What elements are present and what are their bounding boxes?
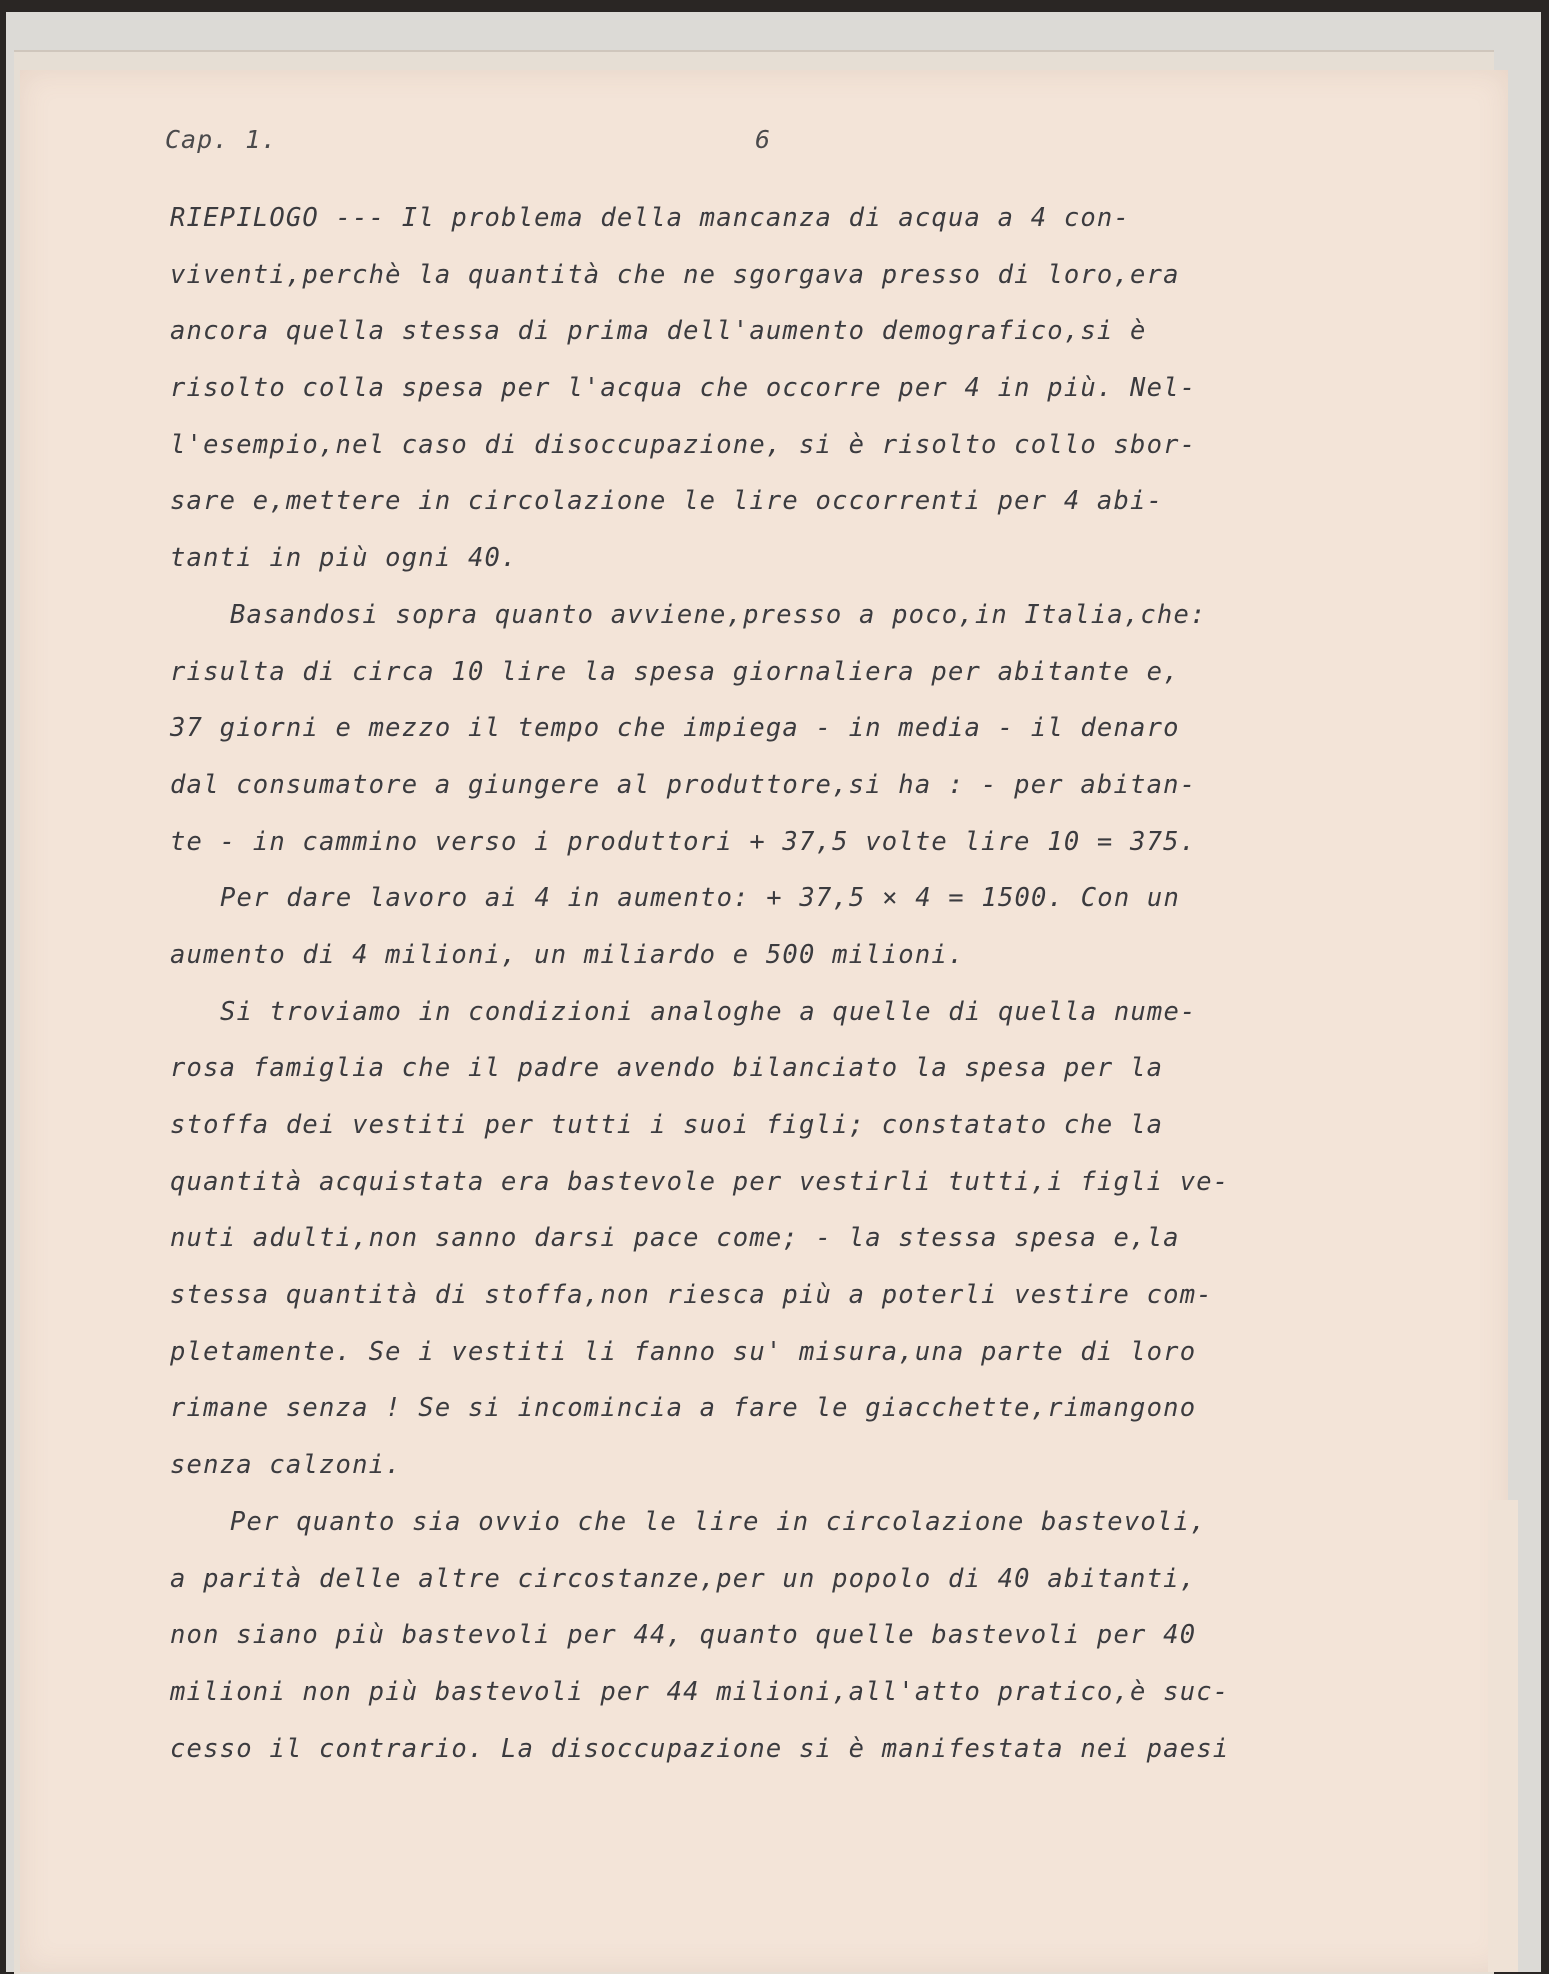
text-line: senza calzoni. xyxy=(170,1450,402,1481)
text-line: non siano più bastevoli per 44, quanto quelle bastevoli per 40 xyxy=(170,1620,1197,1651)
text-line: RIEPILOGO --- Il problema della mancanza di acqua a 4 con- xyxy=(170,203,1131,233)
text-line: stessa quantità di stoffa,non riesca più a poterli vestire com- xyxy=(170,1280,1213,1311)
text-line: risolto colla spesa per l'acqua che occorre per 4 in più. Nel- xyxy=(170,373,1197,404)
text-line: Basandosi sopra quanto avviene,presso a poco,in Italia,che: xyxy=(230,599,1207,630)
text-line: stoffa dei vestiti per tutti i suoi figli; constatato che la xyxy=(170,1110,1164,1140)
text-line: rosa famiglia che il padre avendo bilanciato la spesa per la xyxy=(170,1053,1164,1084)
text-line: cesso il contrario. La disoccupazione si è manifestata nei paesi xyxy=(170,1733,1230,1764)
text-line: ancora quella stessa di prima dell'aumento demografico,si è xyxy=(170,316,1147,347)
page-edge-strip xyxy=(1488,1500,1518,1972)
text-line: Si troviamo in condizioni analoghe a quelle di quella nume- xyxy=(220,996,1197,1027)
text-line: dal consumatore a giungere al produttore,si ha : - per abitan- xyxy=(170,769,1197,800)
text-line: nuti adulti,non sanno darsi pace come; - la stessa spesa e,la xyxy=(170,1223,1180,1254)
text-line: aumento di 4 milioni, un miliardo e 500 milioni. xyxy=(170,939,965,970)
text-line: milioni non più bastevoli per 44 milioni,all'atto pratico,è suc- xyxy=(170,1676,1230,1707)
page-header xyxy=(165,125,1489,165)
text-line: l'esempio,nel caso di disoccupazione, si è risolto collo sbor- xyxy=(170,429,1197,460)
text-line: viventi,perchè la quantità che ne sgorgava presso di loro,era xyxy=(170,259,1180,290)
text-line: sare e,mettere in circolazione le lire occorrenti per 4 abi- xyxy=(170,486,1164,517)
text-line: risulta di circa 10 lire la spesa giornaliera per abitante e, xyxy=(170,656,1180,687)
text-line: te - in cammino verso i produttori + 37,5 volte lire 10 = 375. xyxy=(170,826,1197,857)
text-line: a parità delle altre circostanze,per un popolo di 40 abitanti, xyxy=(170,1563,1197,1594)
text-line: Per dare lavoro ai 4 in aumento: + 37,5 × 4 = 1500. Con un xyxy=(220,883,1181,914)
typewritten-body xyxy=(170,190,1420,1777)
text-line: 37 giorni e mezzo il tempo che impiega - in media - il denaro xyxy=(170,713,1180,744)
text-line: Per quanto sia ovvio che le lire in circolazione bastevoli, xyxy=(230,1506,1207,1537)
text-line: tanti in più ogni 40. xyxy=(170,543,518,574)
chapter-label: Cap. 1. xyxy=(165,125,278,154)
text-line: rimane senza ! Se si incomincia a fare le giacchette,rimangono xyxy=(170,1393,1197,1424)
text-line: pletamente. Se i vestiti li fanno su' misura,una parte di loro xyxy=(170,1336,1197,1367)
text-line: quantità acquistata era bastevole per vestirli tutti,i figli ve- xyxy=(170,1166,1230,1197)
page-number: 6 xyxy=(755,125,772,154)
